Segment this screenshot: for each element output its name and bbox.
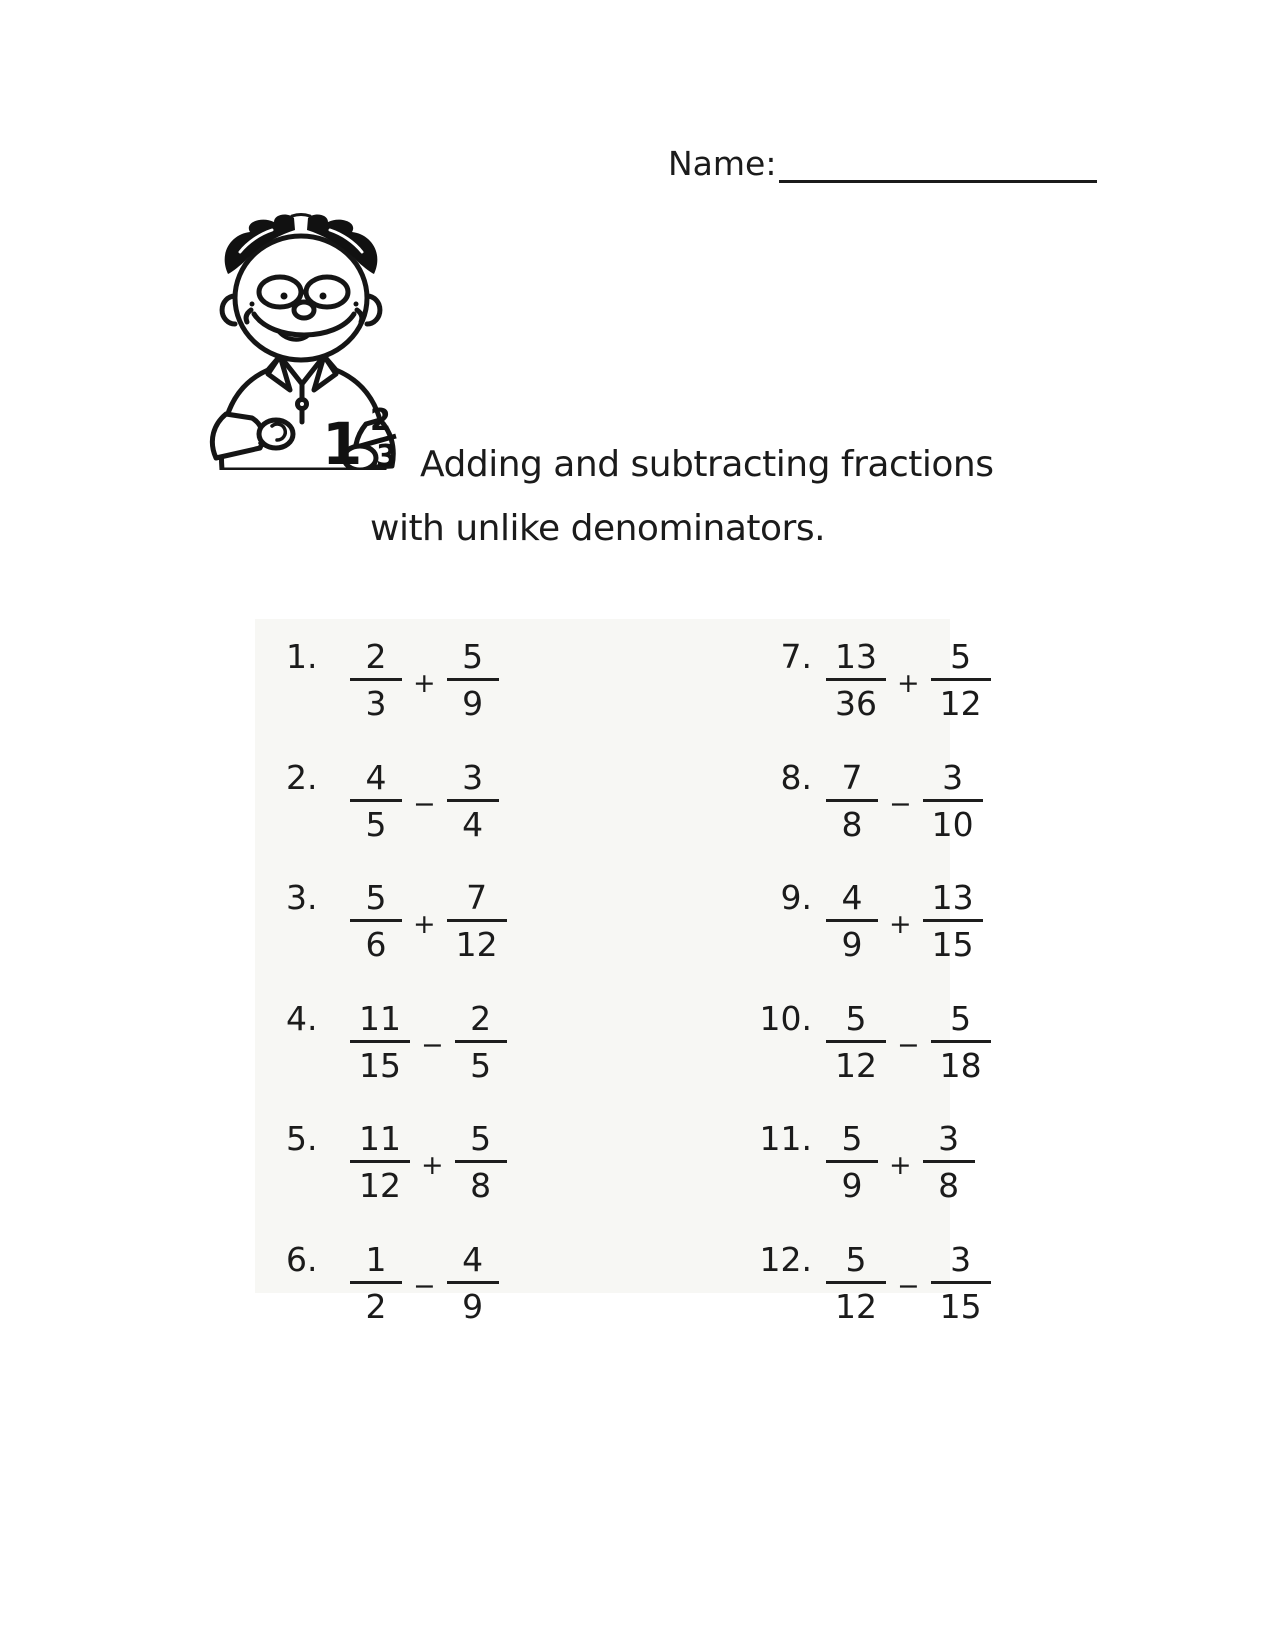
numerator: 5 <box>365 878 387 917</box>
problem-9 <box>758 878 991 1002</box>
numerator: 2 <box>365 637 387 676</box>
denominator: 9 <box>826 919 878 961</box>
denominator: 15 <box>931 1281 991 1323</box>
denominator: 12 <box>826 1040 886 1082</box>
fraction <box>455 998 507 1085</box>
fraction <box>350 998 410 1085</box>
numerator: 13 <box>835 637 877 676</box>
cartoon-head <box>222 215 380 361</box>
numerator: 3 <box>950 1239 972 1279</box>
cartoon-boy-illustration <box>188 206 420 470</box>
problem-12 <box>758 1239 991 1364</box>
operator: − <box>897 1029 920 1061</box>
denominator: 9 <box>447 678 499 720</box>
name-label: Name: <box>668 144 777 183</box>
problem-number: 3. <box>286 878 318 917</box>
numerator: 5 <box>841 1119 863 1158</box>
numerator: 3 <box>942 757 964 797</box>
worksheet-title-line1: Adding and subtracting fractions <box>420 444 994 485</box>
denominator: 15 <box>923 919 983 961</box>
problems-column-left <box>286 637 507 1363</box>
fraction <box>826 637 886 723</box>
fraction <box>447 757 499 844</box>
fraction <box>826 998 886 1085</box>
fraction <box>826 878 878 964</box>
problem-1 <box>286 637 507 761</box>
fraction <box>350 1239 402 1326</box>
problem-10 <box>758 998 991 1123</box>
denominator: 18 <box>931 1040 991 1082</box>
denominator: 12 <box>447 919 507 961</box>
operator: − <box>897 1270 920 1302</box>
denominator: 10 <box>923 799 983 841</box>
fraction <box>923 1119 975 1205</box>
numerator: 5 <box>462 637 484 676</box>
denominator: 6 <box>350 919 402 961</box>
operator: − <box>889 788 912 820</box>
denominator: 12 <box>350 1160 410 1202</box>
numerator: 1 <box>365 1239 387 1279</box>
fraction <box>931 1239 991 1326</box>
problem-8 <box>758 757 991 882</box>
fraction <box>350 757 402 844</box>
fraction <box>447 1239 499 1326</box>
denominator: 8 <box>826 799 878 841</box>
fraction <box>826 757 878 844</box>
operator: + <box>413 909 436 940</box>
problem-number: 7. <box>780 637 812 676</box>
problem-5 <box>286 1119 507 1243</box>
fraction <box>826 1119 878 1205</box>
denominator: 12 <box>826 1281 886 1323</box>
operator: + <box>889 909 912 940</box>
cartoon-body <box>212 356 393 470</box>
operator: + <box>889 1150 912 1181</box>
problem-7 <box>758 637 991 761</box>
problem-6 <box>286 1239 507 1364</box>
denominator: 2 <box>350 1281 402 1323</box>
worksheet-title-line2: with unlike denominators. <box>370 508 826 549</box>
operator: + <box>421 1150 444 1181</box>
fraction <box>931 637 991 723</box>
numerator: 5 <box>950 637 972 676</box>
denominator: 5 <box>455 1040 507 1082</box>
numerator: 7 <box>841 757 863 797</box>
operator: + <box>413 668 436 699</box>
problem-2 <box>286 757 507 882</box>
mixed-number <box>322 403 397 470</box>
fraction <box>826 1239 886 1326</box>
problem-number: 9. <box>780 878 812 917</box>
problems-column-right <box>758 637 991 1363</box>
numerator: 5 <box>950 998 972 1038</box>
numerator: 4 <box>841 878 863 917</box>
operator: + <box>897 668 920 699</box>
denominator: 9 <box>447 1281 499 1323</box>
numerator: 5 <box>470 1119 492 1158</box>
problem-number: 1. <box>286 637 318 676</box>
problem-number: 8. <box>780 757 812 797</box>
fraction <box>447 878 507 964</box>
fraction <box>350 1119 410 1205</box>
glasses-left-lens <box>259 277 301 307</box>
fraction <box>931 998 991 1085</box>
problem-number: 2. <box>286 757 318 797</box>
denominator: 15 <box>350 1040 410 1082</box>
numerator: 5 <box>845 998 867 1038</box>
numerator: 2 <box>470 998 492 1038</box>
problem-number: 10. <box>759 998 812 1038</box>
name-line <box>668 144 1097 183</box>
problem-number: 6. <box>286 1239 318 1279</box>
fraction <box>350 637 402 723</box>
operator: − <box>421 1029 444 1061</box>
fraction <box>350 878 402 964</box>
mixed-number-denominator: 3 <box>376 439 397 470</box>
problem-number: 11. <box>759 1119 812 1158</box>
denominator: 5 <box>350 799 402 841</box>
problem-11 <box>758 1119 991 1243</box>
mixed-number-whole: 1 <box>322 410 363 470</box>
denominator: 3 <box>350 678 402 720</box>
denominator: 9 <box>826 1160 878 1202</box>
denominator: 36 <box>826 678 886 720</box>
operator: − <box>413 788 436 820</box>
numerator: 3 <box>462 757 484 797</box>
numerator: 5 <box>845 1239 867 1279</box>
denominator: 8 <box>455 1160 507 1202</box>
name-blank-line <box>779 144 1097 183</box>
mixed-number-numerator: 2 <box>370 403 391 438</box>
denominator: 8 <box>923 1160 975 1202</box>
fraction <box>447 637 499 723</box>
denominator: 12 <box>931 678 991 720</box>
problem-4 <box>286 998 507 1123</box>
denominator: 4 <box>447 799 499 841</box>
problem-3 <box>286 878 507 1002</box>
fraction <box>923 878 983 964</box>
numerator: 11 <box>359 998 401 1038</box>
operator: − <box>413 1270 436 1302</box>
problem-number: 5. <box>286 1119 318 1158</box>
fraction <box>455 1119 507 1205</box>
fraction <box>923 757 983 844</box>
numerator: 4 <box>365 757 387 797</box>
numerator: 11 <box>359 1119 401 1158</box>
numerator: 13 <box>931 878 974 917</box>
problem-number: 4. <box>286 998 318 1038</box>
numerator: 4 <box>462 1239 484 1279</box>
numerator: 3 <box>938 1119 960 1158</box>
numerator: 7 <box>466 878 488 917</box>
problem-number: 12. <box>759 1239 812 1279</box>
